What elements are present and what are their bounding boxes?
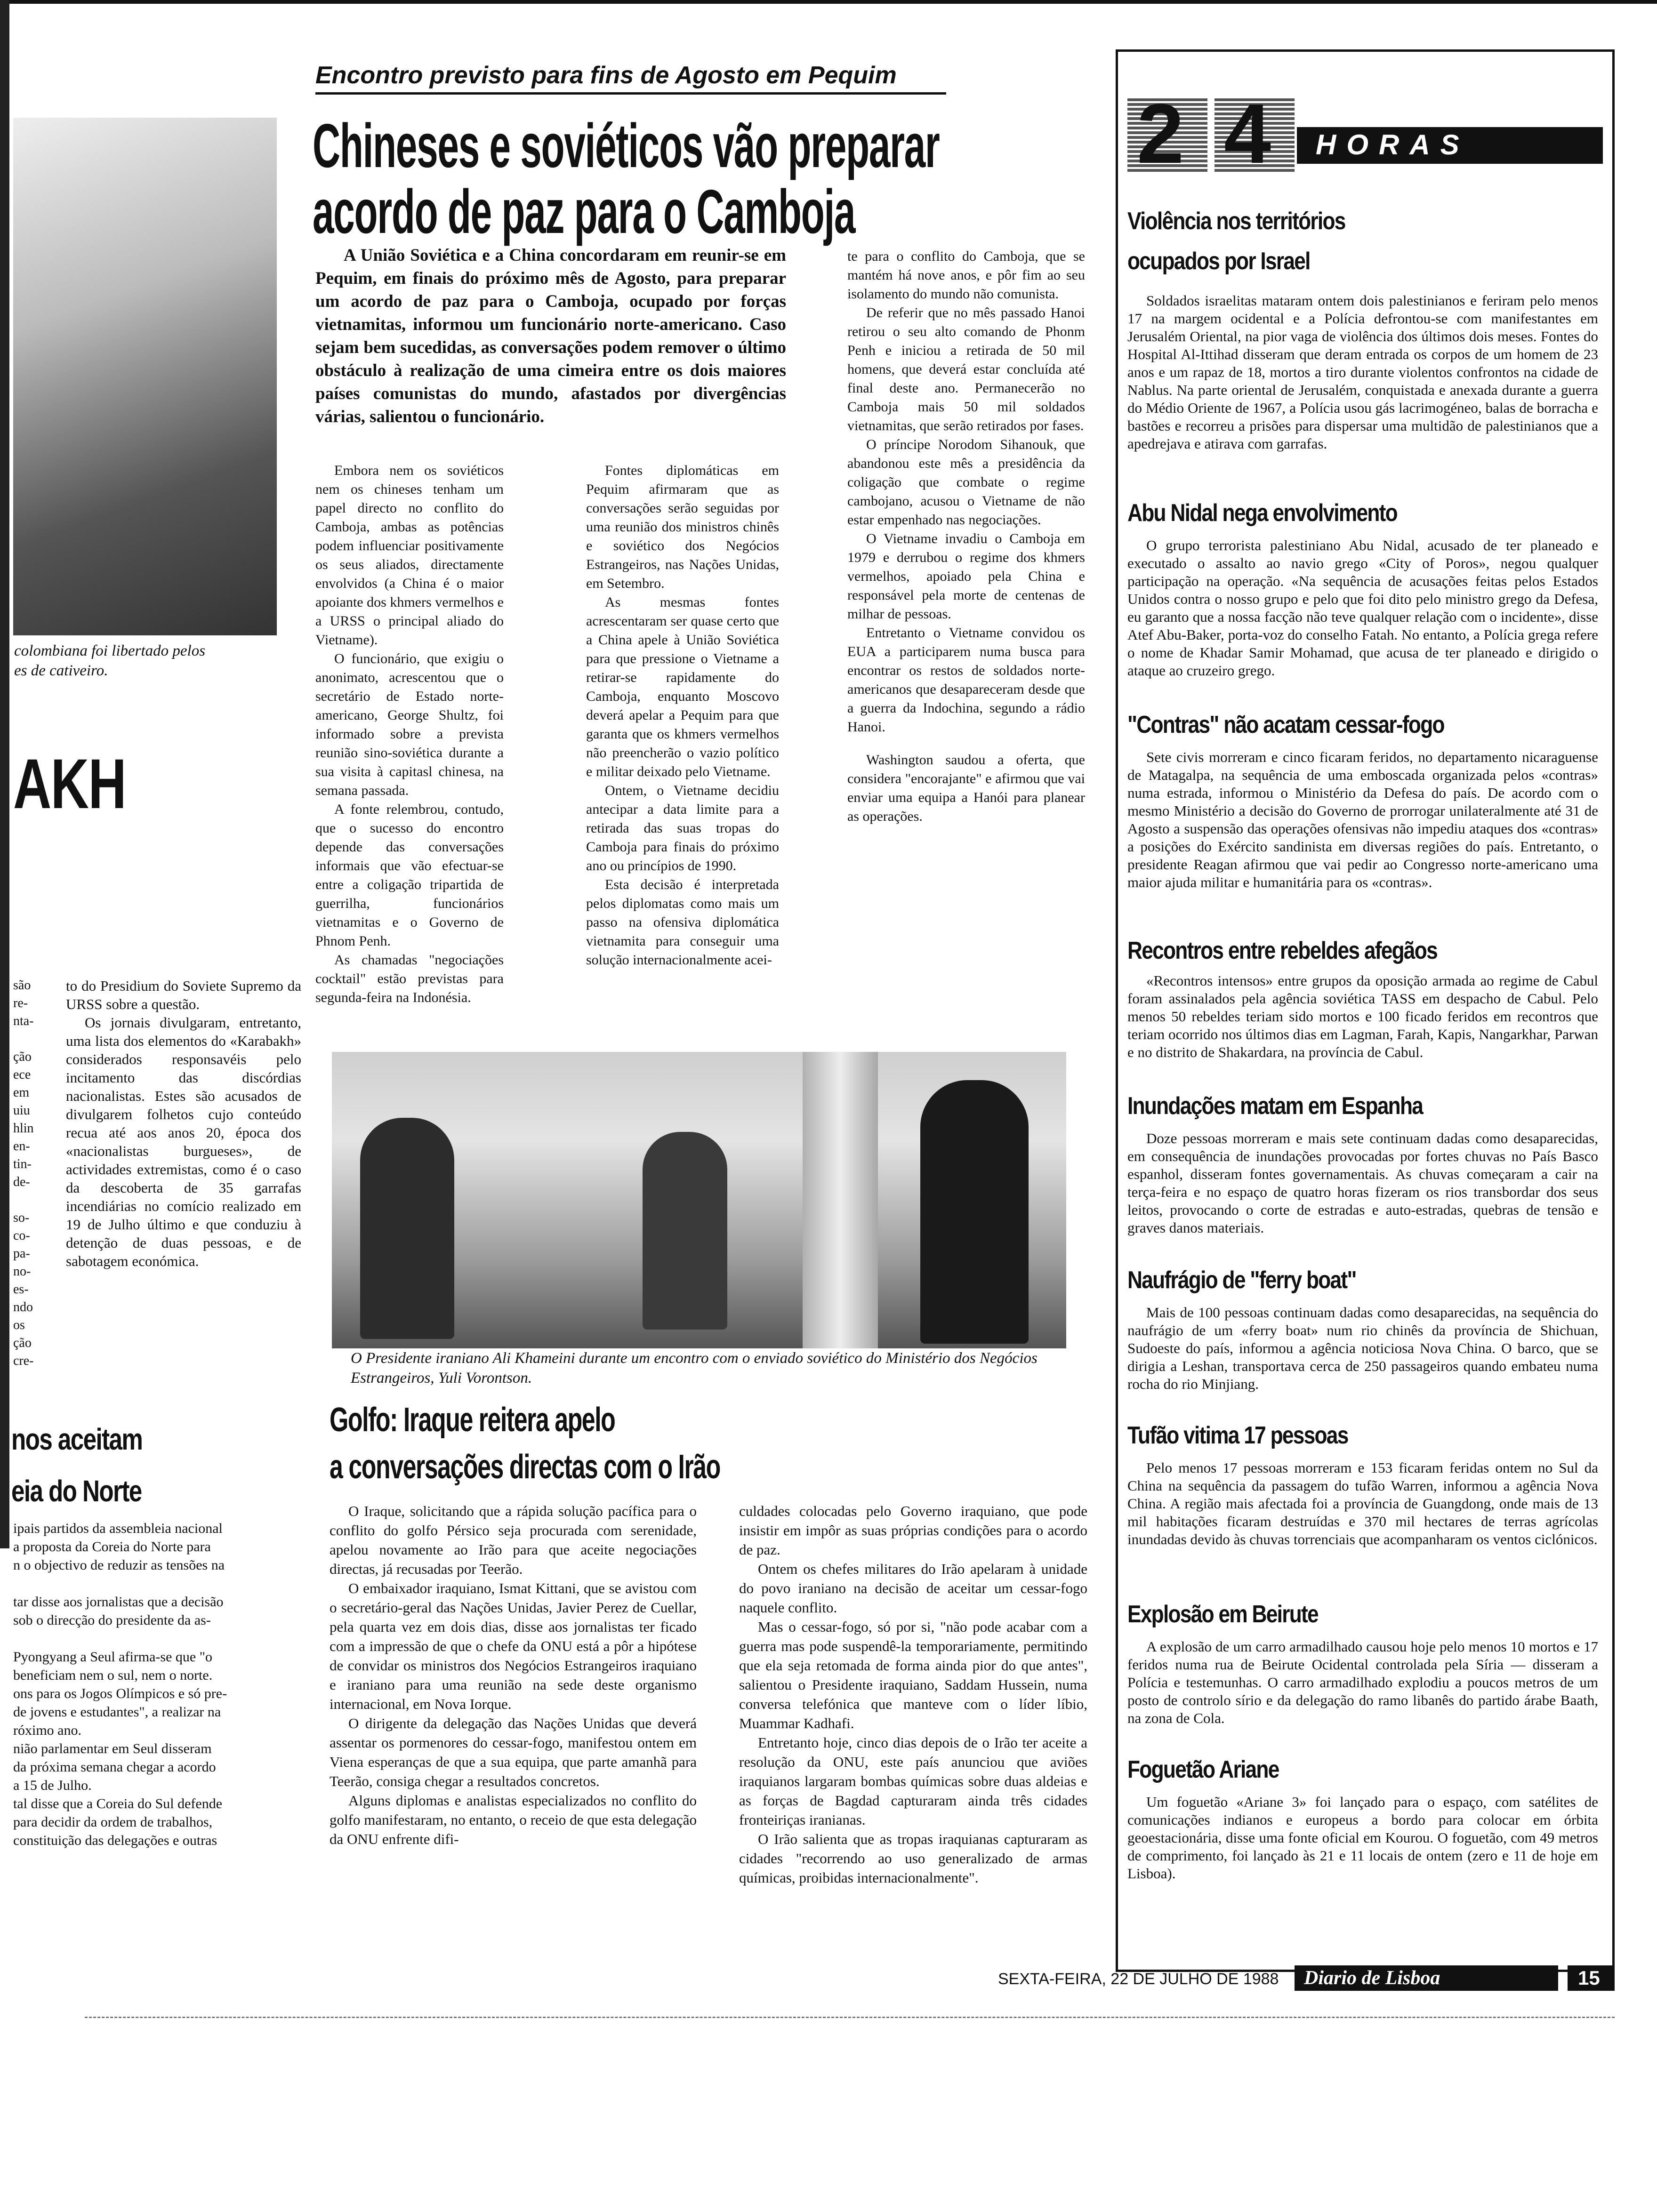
cut-word: nta- bbox=[13, 1014, 34, 1028]
brief-body bbox=[1127, 1638, 1598, 1751]
brief-title: ocupados por Israel bbox=[1127, 248, 1310, 275]
photo-figure-middle bbox=[643, 1132, 727, 1330]
sidebar-word: HORAS bbox=[1316, 129, 1470, 160]
text-line: n o objectivo de reduzir as tensões na bbox=[13, 1557, 225, 1573]
cut-word: es- bbox=[13, 1282, 29, 1297]
left-edge-bar bbox=[0, 0, 9, 1548]
cut-word: ndo bbox=[13, 1300, 33, 1314]
cut-word: ção bbox=[13, 1050, 32, 1064]
paragraph: Washington saudou a oferta, que considera "encorajante" e afirmou que vai enviar uma equipa a Hanói para planear as operações. bbox=[847, 752, 1085, 824]
paragraph: Mas o cessar-fogo, só por si, "não pode acabar com a guerra mas pode suspendê-la temporariamente, permitindo que ela seja retomada de forma ainda pior do que antes", salientou o Presidente iraquiano, Saddam Hussein, numa conversa telefónica que manteve com o líder líbio, Muammar Kadhafi. bbox=[739, 1619, 1087, 1731]
brief-body bbox=[1127, 1304, 1598, 1417]
top-rule bbox=[0, 0, 1657, 4]
cut-word: ece bbox=[13, 1067, 31, 1082]
text-line: Pyongyang a Seul afirma-se que "o bbox=[13, 1649, 212, 1665]
main-headline-line2: acordo de paz para o Camboja bbox=[313, 177, 855, 246]
cut-word: pa- bbox=[13, 1246, 30, 1261]
cut-word: ção bbox=[13, 1336, 32, 1350]
brief-body bbox=[1127, 292, 1598, 485]
korea-headline-line1: nos aceitam bbox=[11, 1422, 143, 1456]
paragraph: O Irão salienta que as tropas iraquianas capturaram as cidades "recorrendo ao uso generalizado de armas químicas, proibidas internacionalmente". bbox=[739, 1831, 1087, 1886]
cut-word: os bbox=[13, 1318, 25, 1332]
cut-word: são bbox=[13, 978, 31, 993]
paragraph: As chamadas "negociações cocktail" estão previstas para segunda-feira na Indonésia. bbox=[315, 952, 504, 1005]
text-line: a 15 de Julho. bbox=[13, 1778, 92, 1793]
cut-word: en- bbox=[13, 1139, 30, 1154]
paragraph: O príncipe Norodom Sihanouk, que abandonou este mês a presidência da coligação que combate o regime cambojano, acusou o Vietname de não estar empenhado nas negociações. bbox=[847, 437, 1085, 528]
brief-title: Recontros entre rebeldes afegãos bbox=[1127, 937, 1437, 964]
golfo-headline-line2: a conversações directas com o Irão bbox=[330, 1448, 720, 1486]
paragraph: Ontem os chefes militares do Irão apelaram à unidade do povo iraniano na decisão de aceitar um cessar-fogo naquele conflito. bbox=[739, 1561, 1087, 1616]
footer-masthead: Diario de Lisboa bbox=[1304, 1967, 1440, 1989]
text-line: tar disse aos jornalistas que a decisão bbox=[13, 1594, 224, 1610]
golfo-col-1 bbox=[330, 1501, 697, 1944]
main-col-1 bbox=[315, 461, 504, 1054]
text-line: beneficiam nem o sul, nem o norte. bbox=[13, 1667, 213, 1683]
brief-title: Violência nos territórios bbox=[1127, 208, 1345, 235]
golfo-col-2 bbox=[739, 1501, 1087, 1944]
paragraph: Esta decisão é interpretada pelos diplomatas como mais um passo na ofensiva diplomática vietnamita para conseguir uma solução internacionalmente acei- bbox=[586, 877, 779, 968]
cut-word: de- bbox=[13, 1175, 30, 1189]
brief-paragraph: Um foguetão «Ariane 3» foi lançado para o espaço, com satélites de comunicações indianos e europeus a bordo para colocar em órbita geoestacionária, disse uma fonte oficial em Kourou. O foguetão, com 49 metros de comprimento, foi lançado às 21 e 11 locais de ontem (zero e 11 de hoje em Lisboa). bbox=[1127, 1794, 1598, 1882]
cut-word: hlin bbox=[13, 1121, 34, 1136]
text-line: de jovens e estudantes", a realizar na bbox=[13, 1704, 221, 1720]
photo-caption: O Presidente iraniano Ali Khameini durante um encontro com o enviado soviético do Ministério dos Negócios Estrangeiros, Yuli Vorontson. bbox=[351, 1350, 1038, 1387]
brief-body bbox=[1127, 1130, 1598, 1268]
cut-word bbox=[13, 1191, 38, 1209]
brief-title: Foguetão Ariane bbox=[1127, 1756, 1279, 1783]
text-line: róximo ano. bbox=[13, 1723, 81, 1738]
photo-figure-left bbox=[360, 1118, 454, 1339]
brief-paragraph: Mais de 100 pessoas continuam dadas como desaparecidas, na sequência do naufrágio de um «ferry boat» num rio chinês da província de Shichuan, Sudoeste do país, informou a agência noticiosa Nova China. O barco, que se dirigia a Leshan, transportava cerca de 250 passageiros quando embateu numa rocha do rio Minjiang. bbox=[1127, 1304, 1598, 1392]
paragraph: O dirigente da delegação das Nações Unidas que deverá assentar os pormenores do cessar-fogo, manifestou ontem em Viena esperanças de que a sua equipa, que parte amanhã para Teerão, consiga chegar a resultados concretos. bbox=[330, 1715, 697, 1789]
cut-word: no- bbox=[13, 1264, 31, 1279]
paragraph: Fontes diplomáticas em Pequim afirmaram que as conversações serão seguidas por uma reunião dos ministros chinês e soviético dos Negócios Estrangeiros, nas Nações Unidas, em Setembro. bbox=[586, 463, 779, 591]
paragraph: Ontem, o Vietname decidiu antecipar a data limite para a retirada das suas tropas do Camboja para finais do próximo ano ou princípios de 1990. bbox=[586, 783, 779, 874]
lead-paragraph: A União Soviética e a China concordaram em reunir-se em Pequim, em finais do próximo mês de Agosto, para preparar um acordo de paz para o Camboja, ocupado por forças vietnamitas, informou um funcionário norte-americano. Caso sejam bem sucedidas, as conversações podem remover o último obstáculo à realização de uma cimeira entre os dois maiores países comunistas do mundo, afastados por divergências várias, salientou o funcionário. bbox=[315, 246, 786, 426]
brief-paragraph: A explosão de um carro armadilhado causou hoje pelo menos 10 mortos e 17 feridos numa rua de Beirute Ocidental controlada pela Síria — disseram a Polícia e testemunhas. O carro armadilhado explodiu a poucos metros de um posto de controlo sírio e da delegação do ramo libanês do partido árabe Baath, na zona de Cola. bbox=[1127, 1638, 1598, 1726]
karabakh-article-body bbox=[66, 977, 301, 1367]
brief-paragraph: Doze pessoas morreram e mais sete continuam dadas como desaparecidas, em consequência de inundações provocadas por fortes chuvas no País Basco espanhol, disseram fontes governamentais. As chuvas começaram a cair na terça-feira e no espaço de quatro horas fizeram os rios transbordar dos seus leitos, provocando o corte de estradas e auto-estradas, quebras de tensão e graves danos materiais. bbox=[1127, 1130, 1598, 1236]
text-line: para decidir da ordem de trabalhos, bbox=[13, 1814, 213, 1830]
portrait-photo bbox=[13, 118, 277, 635]
paragraph: Entretanto hoje, cinco dias depois de o Irão ter aceite a resolução da ONU, este país anunciou que aviões iraquianos largaram bombas químicas sobre duas aldeias e as forças de Bagdad capturaram ainda três cidades fronteiriças iranianas. bbox=[739, 1734, 1087, 1828]
cut-word: so- bbox=[13, 1210, 30, 1225]
kicker bbox=[315, 60, 946, 95]
main-col-3 bbox=[847, 247, 1085, 1038]
main-col-2 bbox=[586, 461, 779, 1054]
brief-body bbox=[1127, 972, 1598, 1085]
paragraph: O Iraque, solicitando que a rápida solução pacífica para o conflito do golfo Pérsico seja procurada com serenidade, apelou novamente ao Irão para que aceite negociações directas, já recusadas por Teerão. bbox=[330, 1503, 697, 1577]
footer-rule bbox=[85, 2017, 1615, 2018]
paragraph: culdades colocadas pelo Governo iraquiano, que pode insistir em impôr as suas próprias condições para o acordo de paz. bbox=[739, 1503, 1087, 1558]
kicker-text: Encontro previsto para fins de Agosto em Pequim bbox=[315, 62, 897, 89]
footer-page-number: 15 bbox=[1578, 1967, 1600, 1989]
brief-paragraph: Sete civis morreram e cinco ficaram feridos, no departamento nicaraguense de Matagalpa, na sequência de uma emboscada organizada pelos «contras» numa estrada, informou o Ministério da Defesa do país. De acordo com o mesmo Ministério a decisão do Governo de prorrogar unilateralmente até 31 de Agosto a suspensão das operações ofensivas não impediu ataques dos «contras» a posições do Exército sandinista em diversas regiões do país. Entretanto, o presidente Reagan afirmou que vai pedir ao Congresso norte-americano uma maior ajuda militar e humanitária para os «contras». bbox=[1127, 749, 1598, 890]
paragraph: De referir que no mês passado Hanoi retirou o seu alto comando de Phonm Penh e iniciou a retirada de 50 mil homens, que deverá estar concluída até final deste ano. Permanecerão no Camboja mais 50 mil soldados vietnamitas, que serão retirados por fases. bbox=[847, 305, 1085, 433]
brief-body bbox=[1127, 537, 1598, 699]
brief-body bbox=[1127, 1793, 1598, 1890]
left-cut-column bbox=[13, 977, 38, 1381]
brief-paragraph: Soldados israelitas mataram ontem dois palestinianos e feriram pelo menos 17 na margem ocidental e a Polícia defrontou-se com manifestantes em Jerusalém Oriental, na pior vaga de violência dos últimos dois meses. Fontes do Hospital Al-Ittihad disseram que deram entrada os corpos de um homem de 23 anos e um rapaz de 18, mortos a tiro durante violentos confrontos na cidade de Nablus. Na parte oriental de Jerusalém, conquistada e anexada durante a guerra do Médio Oriente de 1967, a Polícia usou gás lacrimogéneo, balas de borracha e bastões e recorreu a prisões para dispersar uma multidão de palestinianos que a apedrejava e atirava com garrafas. bbox=[1127, 292, 1598, 452]
brief-title: Inundações matam em Espanha bbox=[1127, 1092, 1423, 1120]
brief-paragraph: «Recontros intensos» entre grupos da oposição armada ao regime de Cabul foram assinalados pela agência soviética TASS em despacho de Cabul. Pelo menos 50 rebeldes teriam sido mortos e 100 ficado feridos em recontros que teriam ocorrido nos últimos dias em Lagman, Farah, Kapis, Nangarkhar, Parwan e no distrito de Shakardara, na província de Cabul. bbox=[1127, 972, 1598, 1060]
photo-figure-right bbox=[920, 1080, 1029, 1344]
kicker-rule bbox=[315, 92, 946, 95]
footer-date: SEXTA-FEIRA, 22 DE JULHO DE 1988 bbox=[998, 1970, 1279, 1988]
main-lead bbox=[315, 244, 786, 428]
brief-title: Naufrágio de "ferry boat" bbox=[1127, 1266, 1356, 1294]
brief-title: "Contras" não acatam cessar-fogo bbox=[1127, 711, 1444, 738]
brief-body bbox=[1127, 1459, 1598, 1598]
brief-paragraph: O grupo terrorista palestiniano Abu Nidal, acusado de ter planeado e executado o assalto ao navio grego «City of Poros», negou qualquer participação na operação. «Na sequência de acusações feitas pelos Estados Unidos contra o nosso grupo e pelo que foi dito pelo ministro grego da Defesa, eu garanto que a nossa facção não teve qualquer relação com o incidente», disse Atef Abu-Baker, porta-voz do conselho Fatah. No entanto, a Polícia grega refere o nome de Khadar Samir Mohamad, que acusa de ter planeado e dirigido o ataque ao cruzeiro grego. bbox=[1127, 537, 1598, 679]
cut-word: re- bbox=[13, 996, 28, 1010]
brief-body bbox=[1127, 748, 1598, 932]
text-line: a proposta da Coreia do Norte para bbox=[13, 1539, 211, 1555]
photo-curtain bbox=[803, 1052, 878, 1348]
paragraph: Alguns diplomas e analistas especializados no conflito do golfo manifestaram, no entanto, o receio de que esta delegação da ONU enfrente difi- bbox=[330, 1792, 697, 1847]
paragraph: O Vietname invadiu o Camboja em 1979 e derrubou o regime dos khmers vermelhos, apoiado pela China e responsável pela morte de centenas de milhar de pessoas. bbox=[847, 531, 1085, 622]
brief-title: Tufão vitima 17 pessoas bbox=[1127, 1422, 1348, 1449]
text-line: tal disse que a Coreia do Sul defende bbox=[13, 1796, 223, 1811]
cut-word: co- bbox=[13, 1228, 30, 1243]
korea-headline-line2: eia do Norte bbox=[11, 1474, 142, 1508]
left-photo-caption-line1: colombiana foi libertado pelos bbox=[14, 642, 206, 659]
text-line: nião parlamentar em Seul disseram bbox=[13, 1741, 212, 1756]
left-photo-caption-line2: es de cativeiro. bbox=[14, 662, 108, 679]
text-line: constituição das delegações e outras bbox=[13, 1833, 217, 1848]
left-big-headline: AKH bbox=[13, 744, 126, 823]
main-headline-line1: Chineses e soviéticos vão preparar bbox=[313, 111, 940, 180]
text-line: ons para os Jogos Olímpicos e só pre- bbox=[13, 1686, 227, 1701]
text-line: da próxima semana chegar a acordo bbox=[13, 1759, 216, 1775]
cut-word: uiu bbox=[13, 1103, 30, 1118]
paragraph: O funcionário, que exigiu o anonimato, acrescentou que o secretário de Estado norte-americano, George Shultz, foi informado sobre a prevista reunião sino-soviética durante a sua visita à capitasl chinesa, na semana passada. bbox=[315, 651, 504, 798]
paragraph: O embaixador iraquiano, Ismat Kittani, que se avistou com o secretário-geral das Nações Unidas, Javier Perez de Cuellar, pela quarta vez em dois dias, disse aos jornalistas ter ficado com a impressão de que o chefe da ONU está a pôr a hipótese de convidar os ministros dos Negócios Estrangeiros iraquiano e iraniano para uma reunião na sede deste organismo internacional, em Nova Iorque. bbox=[330, 1580, 697, 1712]
sidebar-digit: 2 bbox=[1137, 87, 1184, 181]
brief-title: Explosão em Beirute bbox=[1127, 1601, 1318, 1628]
paragraph: A fonte relembrou, contudo, que o sucesso do encontro depende das conversações informais que vão efectuar-se entre a coligação tripartida de guerrilha, funcionários vietnamitas e o Governo de Phnom Penh. bbox=[315, 801, 504, 949]
paragraph: Os jornais divulgaram, entretanto, uma lista dos elementos do «Karabakh» considerados responsavéis pelo incitamento das discórdias nacionalistas. Estes são acusados de divulgarem folhetos cujo conteúdo recua até aos anos 20, época dos «nacionalistas burgueses», de actividades extremistas, como é o caso da descoberta de 35 garrafas incendiárias no comício realizado em 19 de Julho último e que conduziu à detenção de duas pessoas, e de sabotagem económica. bbox=[66, 1014, 301, 1269]
text-line bbox=[13, 1574, 301, 1593]
paragraph: Entretanto o Vietname convidou os EUA a participarem numa busca para encontrar os restos de soldados norte-americanos que desapareceram desde que a guerra da Indochina, segundo a rádio Hanoi. bbox=[847, 625, 1085, 735]
sidebar-digit: 4 bbox=[1224, 87, 1271, 181]
brief-title: Abu Nidal nega envolvimento bbox=[1127, 499, 1397, 527]
sidebar-title bbox=[1127, 87, 1603, 181]
paragraph: As mesmas fontes acrescentaram ser quase certo que a China apele à União Soviética para que pressione o Vietname a retirar-se rapidamente do Camboja, enquanto Moscovo deverá apelar a Pequim para que garanta que os khmers vermelhos não preencherão o vazio político e militar deixado pelo Vietname. bbox=[586, 594, 779, 779]
cut-word: tin- bbox=[13, 1157, 32, 1171]
text-line bbox=[13, 1629, 301, 1648]
paragraph: te para o conflito do Camboja, que se mantém há nove anos, e pôr fim ao seu isolamento do mundo não comunista. bbox=[847, 248, 1085, 302]
brief-paragraph: Pelo menos 17 pessoas morreram e 153 ficaram feridas ontem no Sul da China na sequência da passagem do tufão Warren, informou a agência Nova China. A região mais afectada foi a província de Guangdong, onde mais de 13 mil habitações ficaram destruídas e 370 mil hectares de terras agrícolas inundadas devido às chuvas torrenciais que acompanharam os ventos ciclónicos. bbox=[1127, 1459, 1598, 1547]
cut-word: em bbox=[13, 1085, 30, 1100]
korea-article-body bbox=[13, 1519, 301, 1886]
golfo-headline-line1: Golfo: Iraque reitera apelo bbox=[330, 1401, 615, 1439]
paragraph: Embora nem os soviéticos nem os chineses tenham um papel directo no conflito do Camboja, ambas as potências podem influenciar positivamente os seus aliados, directamente envolvidos (a China é o maior apoiante dos khmers vermelhos e a URSS o principal aliado do Vietname). bbox=[315, 463, 504, 648]
text-line: ipais partidos da assembleia nacional bbox=[13, 1521, 223, 1536]
cut-word bbox=[13, 1030, 38, 1048]
text-line: sob o direcção do presidente da as- bbox=[13, 1612, 211, 1628]
paragraph: to do Presidium do Soviete Supremo da URSS sobre a questão. bbox=[66, 978, 301, 1012]
cut-word: cre- bbox=[13, 1354, 34, 1368]
khamenei-meeting-photo bbox=[332, 1052, 1066, 1348]
